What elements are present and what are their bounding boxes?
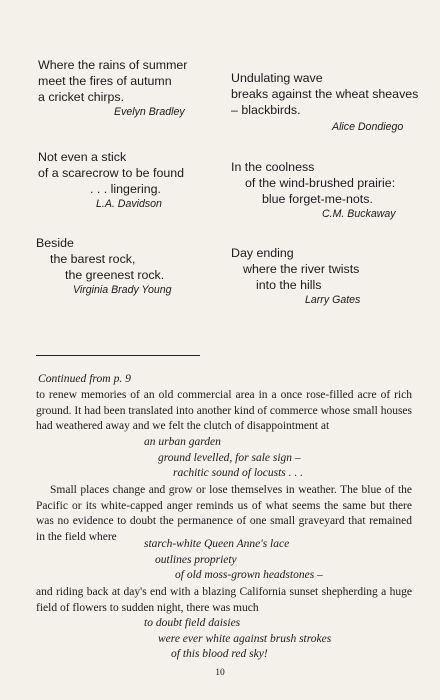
- haiku-author: C.M. Buckaway: [322, 208, 396, 220]
- poem-line: an urban garden: [144, 436, 221, 448]
- haiku-3: [38, 149, 184, 212]
- section-divider: [36, 355, 200, 356]
- haiku-line: Where the rains of summer: [38, 58, 188, 72]
- haiku-1: [38, 57, 187, 120]
- haiku-author: Larry Gates: [305, 294, 361, 306]
- haiku-line: breaks against the wheat sheaves: [231, 87, 419, 101]
- haiku-line: – blackbirds.: [231, 103, 301, 117]
- haiku-line: of a scarecrow to be found: [38, 166, 185, 180]
- haiku-author: Evelyn Bradley: [114, 106, 185, 118]
- continued-label: Continued from p. 9: [38, 372, 131, 385]
- poem-line: of old moss-grown headstones –: [175, 569, 323, 582]
- haiku-line: . . . lingering.: [90, 182, 161, 196]
- haiku-line: a cricket chirps.: [38, 90, 125, 104]
- haiku-line: Beside: [36, 236, 74, 250]
- poem-line: of this blood red sky!: [171, 648, 268, 661]
- poem-3: [144, 616, 331, 663]
- haiku-2: [231, 70, 418, 135]
- poem-line: were ever white against brush strokes: [158, 632, 332, 645]
- haiku-line: into the hills: [256, 278, 322, 292]
- haiku-line: blue forget-me-nots.: [262, 192, 373, 206]
- poem-line: rachitic sound of locusts . . .: [173, 467, 304, 480]
- haiku-line: Not even a stick: [38, 150, 127, 164]
- poem-line: to doubt field daisies: [144, 617, 241, 629]
- haiku-line: where the river twists: [243, 262, 360, 276]
- haiku-6: [231, 245, 360, 308]
- paragraph-2: Small places change and grow or lose themselves in weather. The blue of the Pacific or its white-capped anger reminds us of what seems the same but there was no evidence to doubt the permanence of one small graveyard that remained in the field where: [36, 484, 412, 543]
- poem-line: outlines propriety: [155, 553, 237, 566]
- haiku-line: the greenest rock.: [65, 268, 165, 282]
- haiku-5: [36, 235, 172, 298]
- haiku-author: Virginia Brady Young: [73, 284, 172, 296]
- haiku-line: Undulating wave: [231, 71, 323, 85]
- poem-2: [144, 537, 323, 584]
- haiku-author: Alice Dondiego: [332, 121, 404, 133]
- poem-line: ground levelled, for sale sign –: [158, 451, 301, 464]
- poem-line: starch-white Queen Anne's lace: [144, 538, 290, 550]
- haiku-author: L.A. Davidson: [96, 198, 162, 210]
- haiku-line: the barest rock,: [50, 252, 136, 266]
- haiku-line: meet the fires of autumn: [38, 74, 172, 88]
- paragraph-1: to renew memories of an old commercial area in a once rose-filled acre of rich ground. It had been translated into another kind of commerce whose small houses had weathered away and we felt the clutch of disappointment at: [36, 389, 412, 433]
- haiku-line: Day ending: [231, 246, 294, 260]
- haiku-line: of the wind-brushed prairie:: [245, 176, 396, 190]
- page-number: 10: [215, 668, 225, 678]
- paragraph-3: and riding back at day's end with a blazing California sunset shepherding a huge field of flowers to sudden night, there was much: [36, 586, 412, 614]
- haiku-line: In the coolness: [231, 160, 315, 174]
- haiku-4: [231, 159, 396, 222]
- poem-1: [144, 435, 303, 482]
